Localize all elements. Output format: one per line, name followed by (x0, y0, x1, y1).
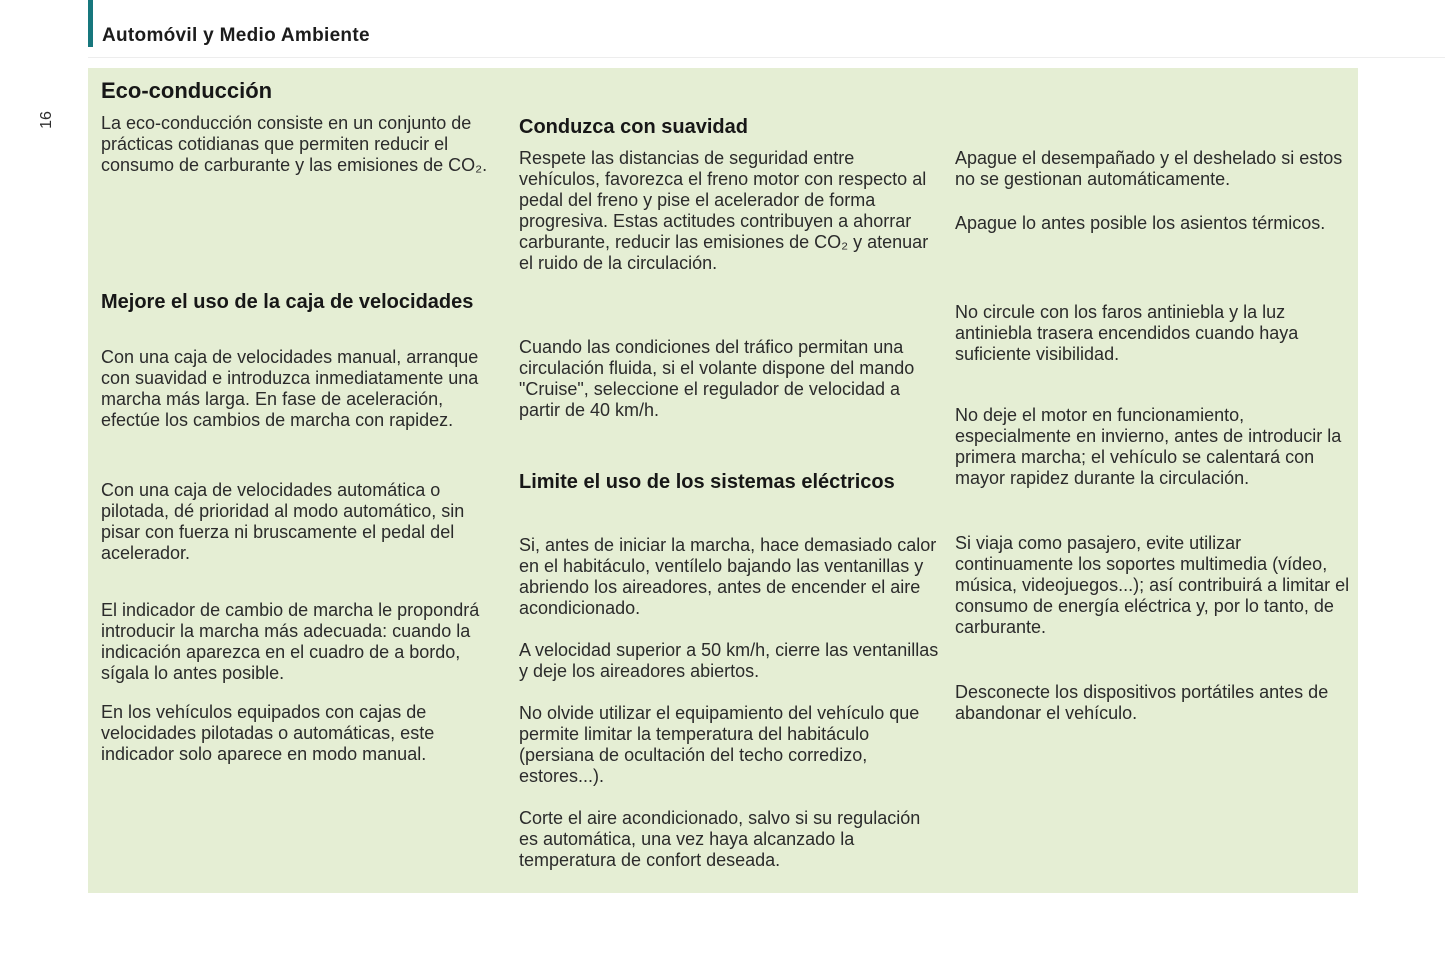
paragraph-indicador-cambio: El indicador de cambio de marcha le propondrá introducir la marcha más adecuada: cuando la indicación aparezca en el cuadro de a bordo, sígala lo antes posible. (101, 600, 480, 683)
section-title-conduzca-suavidad: Conduzca con suavidad (519, 116, 748, 138)
page-number: 16 (38, 111, 55, 129)
paragraph-distancias-seguridad: Respete las distancias de seguridad entre vehículos, favorezca el freno motor con respecto al pedal del freno y pise el acelerador de forma progresiva. Estas actitudes contribuyen a ahorrar carburante, reducir las emisiones de CO₂ y atenuar el ruido de la circulación. (519, 148, 929, 273)
section-title-sistemas-electricos: Limite el uso de los sistemas eléctricos (519, 471, 895, 493)
content-panel (88, 68, 1358, 893)
paragraph-soportes-multimedia: Si viaja como pasajero, evite utilizar continuamente los soportes multimedia (vídeo, música, videojuegos...); así contribuirá a limitar el consumo de energía eléctrica y, por lo tanto, de carburante. (955, 533, 1350, 637)
column-conduzca-suavidad (519, 68, 939, 893)
paragraph-caja-automatica: Con una caja de velocidades automática o pilotada, dé prioridad al modo automático, sin pisar con fuerza ni bruscamente el pedal del acelerador. (101, 480, 465, 563)
paragraph-faros-antiniebla: No circule con los faros antiniebla y la luz antiniebla trasera encendidos cuando haya suficiente visibilidad. (955, 302, 1299, 364)
column-consejos-electricos (955, 68, 1355, 893)
section-title-eco-conduccion: Eco-conducción (101, 78, 273, 103)
paragraph-equipamiento-temperatura: No olvide utilizar el equipamiento del vehículo que permite limitar la temperatura del habitáculo (persiana de ocultación del techo corredizo, estores...). (519, 703, 920, 786)
header-accent-bar (88, 0, 93, 47)
paragraph-ventilar-habitaculo: Si, antes de iniciar la marcha, hace demasiado calor en el habitáculo, ventílelo bajando las ventanillas y abriendo los aireadores, antes de encender el aire acondicionado. (519, 535, 937, 618)
page-title: Automóvil y Medio Ambiente (102, 25, 370, 46)
paragraph-indicador-modo-manual: En los vehículos equipados con cajas de velocidades pilotadas o automáticas, este indicador solo aparece en modo manual. (101, 702, 435, 764)
paragraph-regulador-velocidad: Cuando las condiciones del tráfico permitan una circulación fluida, si el volante dispone del mando "Cruise", seleccione el regulador de velocidad a partir de 40 km/h. (519, 337, 915, 420)
paragraph-corte-aire: Corte el aire acondicionado, salvo si su regulación es automática, una vez haya alcanzado la temperatura de confort deseada. (519, 808, 921, 870)
paragraph-velocidad-50: A velocidad superior a 50 km/h, cierre las ventanillas y deje los aireadores abiertos. (519, 640, 939, 681)
paragraph-caja-manual: Con una caja de velocidades manual, arranque con suavidad e introduzca inmediatamente una marcha más larga. En fase de aceleración, efectúe los cambios de marcha con rapidez. (101, 347, 479, 430)
section-title-caja-velocidades: Mejore el uso de la caja de velocidades (101, 291, 474, 313)
header-divider (88, 57, 1445, 58)
paragraph-desempanado: Apague el desempañado y el deshelado si estos no se gestionan automáticamente. (955, 148, 1343, 189)
paragraph-asientos-termicos: Apague lo antes posible los asientos térmicos. (955, 213, 1326, 233)
column-eco-conduccion (101, 68, 507, 893)
paragraph-motor-funcionamiento: No deje el motor en funcionamiento, especialmente en invierno, antes de introducir la primera marcha; el vehículo se calentará con mayor rapidez durante la circulación. (955, 405, 1342, 488)
paragraph-eco-intro: La eco-conducción consiste en un conjunto de prácticas cotidianas que permiten reducir el consumo de carburante y las emisiones de CO₂. (101, 113, 488, 175)
paragraph-dispositivos-portatiles: Desconecte los dispositivos portátiles antes de abandonar el vehículo. (955, 682, 1329, 723)
